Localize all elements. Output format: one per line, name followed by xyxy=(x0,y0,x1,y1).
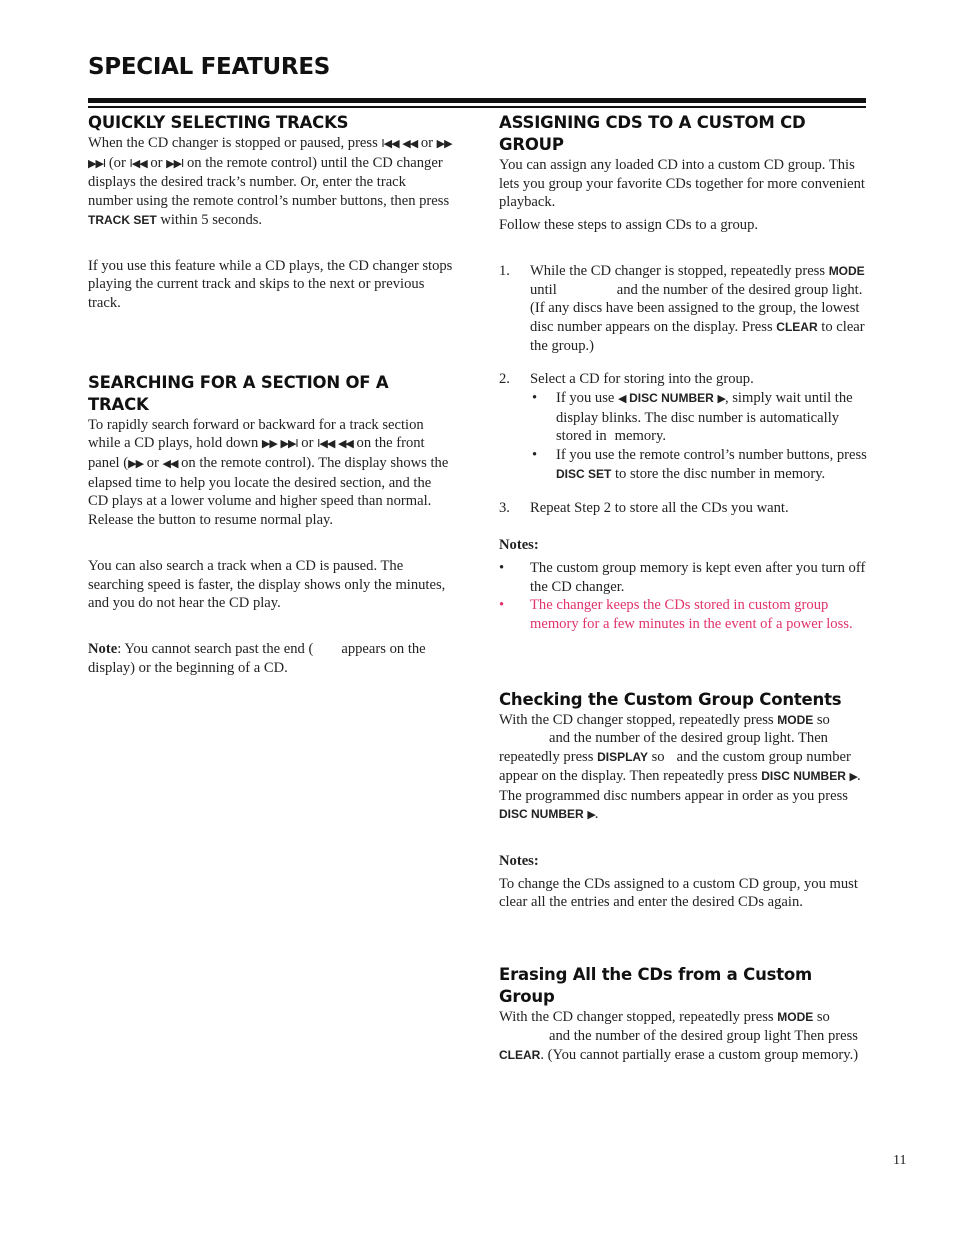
check-section xyxy=(499,689,867,912)
search-paragraph-1: To rapidly search forward or backward for a track section while a CD plays, hold down ▶▶ ▶▶I or I◀◀ ◀◀ on the front panel (▶▶ or ◀◀ on the remote control). The display shows the elapsed time to help you locate the desired section, and the CD plays at a lower volume and higher speed than normal. Release the button to resume normal play. xyxy=(88,416,449,529)
right-column xyxy=(499,112,867,1064)
bullet-dot: • xyxy=(499,559,505,576)
assign-notes-list xyxy=(499,559,867,634)
check-paragraph: With the CD changer stopped, repeatedly press MODE soand the number of the desired group light. Then repeatedly press DISPLAY so and the custom group number appear on the display. Then repeatedly press DISC NUMBER ▶. The programmed disc numbers appear in order as you press DISC NUMBER ▶. xyxy=(499,711,861,823)
mode-key: MODE xyxy=(828,263,865,278)
skip-back-icon: I◀◀ xyxy=(129,156,147,170)
search-paragraph-2: You can also search a track when a CD is paused. The searching speed is faster, the display shows only the minutes, and you do not hear the CD play. xyxy=(88,557,446,612)
search-heading: SEARCHING FOR A SECTION OF A TRACK xyxy=(88,372,389,414)
step-1: 1. While the CD changer is stopped, repeatedly press MODE until and the number of the desired group light. (If any discs have been assigned to the group, the lowest disc number appears on the display. Press CLEAR to clear the group.) xyxy=(499,262,865,354)
skip-back-icon: I◀◀ xyxy=(317,437,335,451)
search-section xyxy=(88,372,453,678)
assign-notes-heading: Notes: xyxy=(499,537,539,554)
arrow-right-icon: ▶ xyxy=(717,392,725,406)
check-notes-heading: Notes: xyxy=(499,852,539,869)
assign-paragraph-2: Follow these steps to assign CDs to a group. xyxy=(499,217,759,234)
assign-paragraph-1: You can assign any loaded CD into a custom CD group. This lets you group your favorite CDs together for more convenient playback. xyxy=(499,157,865,211)
step-number: 2. xyxy=(499,371,510,388)
check-heading: Checking the Custom Group Contents xyxy=(499,689,842,709)
clear-key: CLEAR xyxy=(499,1047,541,1062)
search-note: Note: You cannot search past the end ( appears on the display) or the beginning of a CD. xyxy=(88,640,426,676)
erase-section xyxy=(499,964,867,1064)
quick-paragraph-2: If you use this feature while a CD plays, the CD changer stops playing the current track and skips to the next or previous track. xyxy=(88,257,453,311)
step-2-bullet-1: • If you use ◀ DISC NUMBER ▶, simply wait until the display blinks. The disc number is automatically stored in memory. xyxy=(532,390,853,445)
step-2: 2. Select a CD for storing into the group. • If you use ◀ DISC NUMBER ▶, simply wait until the display blinks. The disc number is automatically stored in memory. • If you use the remote control’s number buttons, press DISC SET to store the disc number in memory. xyxy=(499,371,867,482)
bullet-dot: • xyxy=(532,390,538,407)
fast-forward-icon: ▶▶ xyxy=(128,457,144,471)
arrow-right-icon: ▶ xyxy=(587,808,595,822)
clear-key: CLEAR xyxy=(776,319,818,334)
bullet-dot: • xyxy=(532,447,538,464)
display-key: DISPLAY xyxy=(597,750,648,765)
assign-heading: ASSIGNING CDS TO A CUSTOM CD GROUP xyxy=(499,113,806,154)
disc-number-key: DISC NUMBER xyxy=(629,391,714,406)
disc-number-key: DISC NUMBER xyxy=(761,768,846,783)
page-number: 11 xyxy=(893,1153,907,1168)
quick-heading: QUICKLY SELECTING TRACKS xyxy=(88,113,349,132)
assign-note-2: • The changer keeps the CDs stored in custom group memory for a few minutes in the event of a power loss. xyxy=(499,597,853,633)
mode-key: MODE xyxy=(777,1010,814,1025)
disc-number-key: DISC NUMBER xyxy=(499,807,584,822)
check-note: To change the CDs assigned to a custom CD group, you must clear all the entries and enter the desired CDs again. xyxy=(499,875,858,911)
quick-section xyxy=(88,112,453,313)
skip-forward-icon: ▶▶I xyxy=(280,437,298,451)
fast-forward-icon: ▶▶ xyxy=(436,137,452,150)
erase-paragraph: With the CD changer stopped, repeatedly press MODE soand the number of the desired group light Then press CLEAR. (You cannot partially erase a custom group memory.) xyxy=(499,1009,859,1063)
step-number: 1. xyxy=(499,262,510,279)
fast-forward-icon: ▶▶ xyxy=(261,437,277,451)
step-number: 3. xyxy=(499,499,510,516)
erase-heading: Erasing All the CDs from a Custom Group xyxy=(499,965,813,1007)
skip-forward-icon: ▶▶I xyxy=(88,156,106,170)
arrow-left-icon: ◀ xyxy=(618,392,626,406)
step-2-bullet-2: • If you use the remote control’s number buttons, press DISC SET to store the disc number in memory. xyxy=(532,447,867,482)
rewind-icon: ◀◀ xyxy=(337,437,353,451)
step-3: 3. Repeat Step 2 to store all the CDs you want. xyxy=(499,499,789,516)
header-rule-thin xyxy=(88,106,866,108)
assign-section xyxy=(499,112,867,634)
skip-back-icon: I◀◀ xyxy=(381,137,399,150)
disc-set-key: DISC SET xyxy=(556,466,612,481)
bullet-dot: • xyxy=(499,597,505,614)
quick-paragraph-1: When the CD changer is stopped or paused, press I◀◀ ◀◀ or ▶▶ ▶▶I (or I◀◀ or ▶▶I on the remote control) until the CD changer displays the desired track’s number. Or, enter the track number using the remote control’s number buttons, then press TRACK SET within 5 seconds. xyxy=(88,135,452,228)
rewind-icon: ◀◀ xyxy=(162,457,178,471)
arrow-right-icon: ▶ xyxy=(849,769,857,783)
track-set-key: TRACK SET xyxy=(88,212,157,227)
assign-note-1: • The custom group memory is kept even after you turn off the CD changer. xyxy=(499,559,866,595)
skip-forward-icon: ▶▶I xyxy=(166,156,184,170)
rewind-icon: ◀◀ xyxy=(402,137,418,150)
note-label: Note xyxy=(88,640,118,657)
mode-key: MODE xyxy=(777,712,814,727)
header-rule-thick xyxy=(88,98,866,103)
page-title: SPECIAL FEATURES xyxy=(88,54,331,80)
left-column xyxy=(88,112,453,677)
